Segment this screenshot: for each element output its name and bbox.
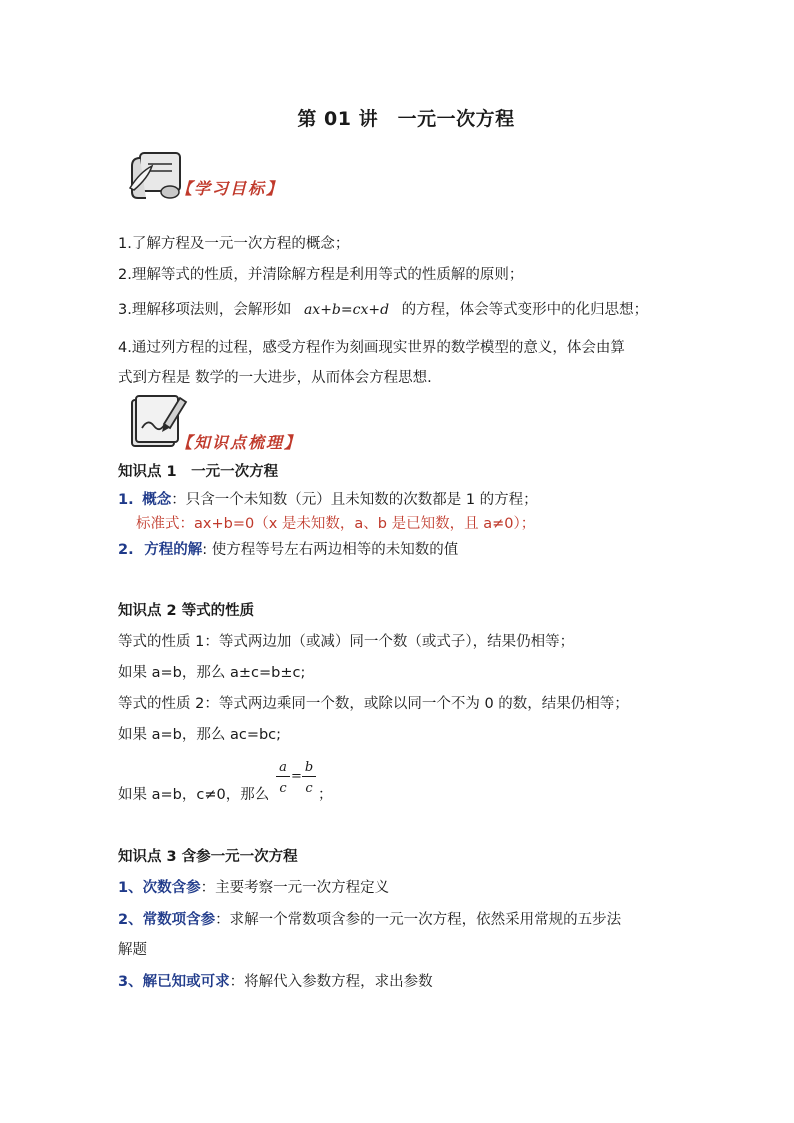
goal-item-2: 2.理解等式的性质，并清除解方程是利用等式的性质解的原则； [118, 267, 524, 283]
goals-banner-text: 【学习目标】 [176, 179, 285, 198]
fraction-left-numerator: a [279, 760, 287, 775]
k3-item-1 [118, 878, 389, 898]
goal-item-3-suffix: 的方程，体会等式变形中的化归思想； [401, 302, 649, 318]
k3-item-2-label: 2、常数项含参 [118, 912, 216, 928]
k3-item-3-label: 3、解已知或可求 [118, 974, 230, 990]
fraction-end: ； [318, 787, 333, 803]
fraction-left-denominator: c [279, 781, 287, 796]
fraction-right-denominator: c [305, 781, 313, 796]
fraction-right-bar [302, 776, 316, 777]
k3-item-1-text: ：主要考察一元一次方程定义 [200, 880, 390, 896]
k3-heading: 知识点 3 含参一元一次方程 [118, 849, 298, 865]
fraction-equals: = [291, 769, 302, 784]
goals-banner [118, 150, 318, 200]
k1-concept-num: 1. [118, 492, 134, 508]
goal-item-4: 4.通过列方程的过程，感受方程作为刻画现实世界的数学模型的意义，体会由算 [118, 340, 625, 356]
page-title: 第 01 讲 一元一次方程 [297, 108, 515, 130]
goal-item-3-formula: ax+b=cx+d [303, 302, 390, 318]
goal-item-1: 1.了解方程及一元一次方程的概念； [118, 236, 350, 252]
k2-property-2-example: 如果 a=b，那么 ac=bc; [118, 727, 282, 743]
goal-item-3-prefix: 3.理解移项法则，会解形如 [118, 302, 292, 318]
goal-item-3 [118, 300, 648, 320]
goal-item-4-cont: 式到方程是 数学的一大进步，从而体会方程思想. [118, 370, 432, 386]
k1-solution-label: 方程的解 [144, 542, 203, 558]
k1-concept [118, 490, 538, 510]
knowledge-banner-text: 【知识点梳理】 [176, 433, 303, 452]
k2-heading: 知识点 2 等式的性质 [118, 603, 255, 619]
k1-standard-text: ax+b=0（x 是未知数，a、b 是已知数，且 a≠0）； [194, 516, 536, 532]
k1-standard [136, 514, 535, 534]
knowledge-banner [118, 392, 338, 452]
k1-solution [118, 540, 458, 560]
k1-concept-label: 概念 [142, 492, 172, 508]
k1-solution-num: 2. [118, 542, 134, 558]
fraction-left-bar [276, 776, 290, 777]
fraction-right-numerator: b [304, 760, 314, 775]
k2-property-1: 等式的性质 1：等式两边加（或减）同一个数（或式子），结果仍相等； [118, 634, 575, 650]
k2-property-2-example-2: 如果 a=b，c≠0，那么 [118, 787, 270, 803]
k3-item-3-text: ：将解代入参数方程，求出参数 [229, 974, 433, 990]
k1-solution-text: : 使方程等号左右两边相等的未知数的值 [202, 542, 459, 558]
k3-item-2 [118, 910, 621, 930]
k1-heading: 知识点 1 一元一次方程 [118, 464, 279, 480]
k3-item-1-label: 1、次数含参 [118, 880, 201, 896]
k1-standard-label: 标准式： [136, 516, 194, 532]
k1-concept-text: ：只含一个未知数（元）且未知数的次数都是 1 的方程； [171, 492, 538, 508]
k3-item-2-text: ：求解一个常数项含参的一元一次方程，依然采用常规的五步法 [215, 912, 622, 928]
k2-property-1-example: 如果 a=b，那么 a±c=b±c; [118, 665, 306, 681]
fraction-right [302, 760, 316, 797]
k3-item-3 [118, 972, 433, 992]
k3-item-2-cont: 解题 [118, 942, 147, 958]
k2-property-2: 等式的性质 2：等式两边乘同一个数，或除以同一个不为 0 的数，结果仍相等； [118, 696, 629, 712]
fraction-left [276, 760, 290, 797]
